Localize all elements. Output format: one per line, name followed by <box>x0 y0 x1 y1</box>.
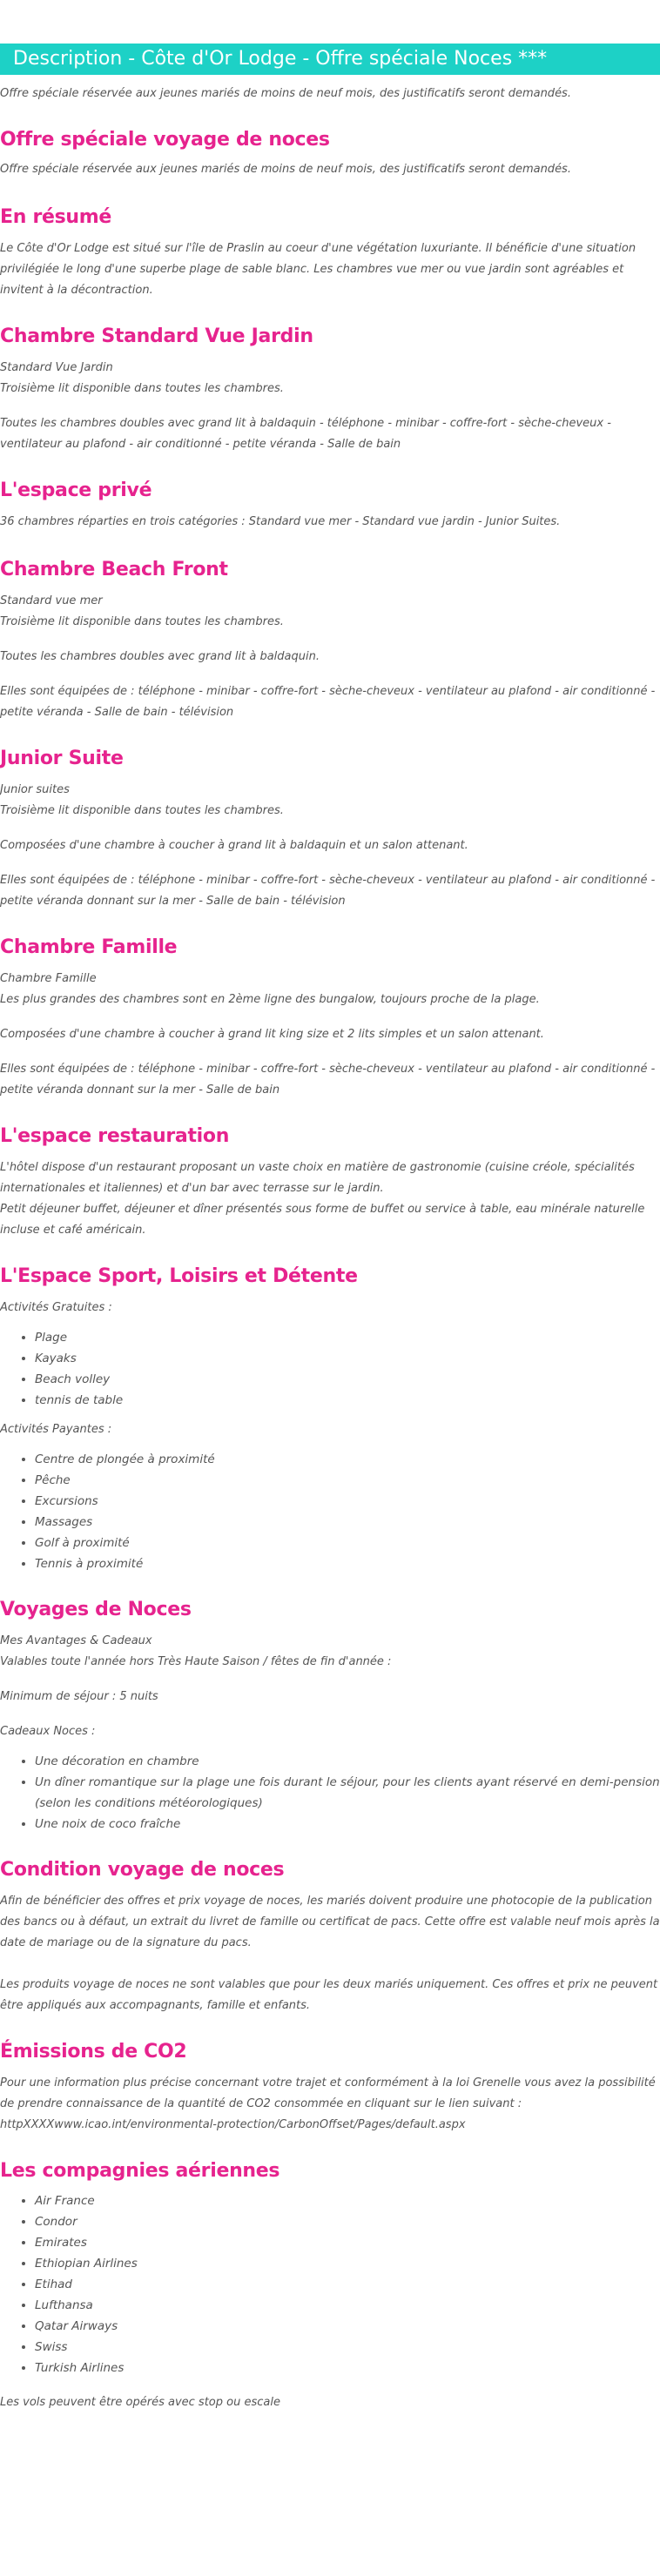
list-item: • Centre de plongée à proximité <box>35 1449 660 1470</box>
condition-text1: Afin de bénéficier des offres et prix voyage de noces, les mariés doivent produire une photocopie de la publication des bancs ou à défaut, un extrait du livret de famille ou certificat de pacs. Cette offre est valable neuf mois après la date de mariage ou de la signature du pacs. <box>0 1895 660 1949</box>
beach-line2: Troisième lit disponible dans toutes les chambres. <box>0 615 284 628</box>
co2-text: Pour une information plus précise concernant votre trajet et conformément à la loi Grenelle vous avez la possibilité de prendre connaissance de la quantité de CO2 consommée en cliquant sur le lien suivant : httpXXXXwww.icao.int/environmental-protection/CarbonOffset/Pages/default.aspx <box>0 2076 656 2131</box>
honeymoon-line2: Valables toute l'année hors Très Haute Saison / fêtes de fin d'année : <box>0 1655 392 1668</box>
list-item: • Emirates <box>35 2232 660 2253</box>
junior-line1: Junior suites <box>0 783 70 796</box>
airlines-list <box>0 2190 660 2378</box>
condition-text2: Les produits voyage de noces ne sont valables que pour les deux mariés uniquement. Ces offres et prix ne peuvent être appliqués aux accompagnants, famille et enfants. <box>0 1978 658 2012</box>
private-text: 36 chambres réparties en trois catégories : Standard vue mer - Standard vue jardin - Junior Suites. <box>0 515 561 528</box>
honeymoon-gifts-list <box>0 1751 660 1835</box>
list-item: • Condor <box>35 2211 660 2232</box>
sport-heading: L'Espace Sport, Loisirs et Détente <box>0 1265 358 1287</box>
offer-heading: Offre spéciale voyage de noces <box>0 129 330 151</box>
family-line2: Les plus grandes des chambres sont en 2ème ligne des bungalow, toujours proche de la plage. <box>0 993 540 1006</box>
list-item: • Massages <box>35 1512 660 1533</box>
list-item: • Une décoration en chambre <box>35 1751 660 1772</box>
family-heading: Chambre Famille <box>0 936 178 958</box>
summary-text: Le Côte d'Or Lodge est situé sur l'île de Praslin au coeur d'une végétation luxuriante. Il bénéficie d'une situation privilégiée le long d'une superbe plage de sable blanc. Les chambres vue mer ou vue jardin sont agréables et invitent à la décontraction. <box>0 242 636 297</box>
beach-line1: Standard vue mer <box>0 594 103 607</box>
page-title-banner: Description - Côte d'Or Lodge - Offre spéciale Noces *** <box>0 44 660 75</box>
honeymoon-line1: Mes Avantages & Cadeaux <box>0 1634 152 1647</box>
family-text2: Elles sont équipées de : téléphone - minibar - coffre-fort - sèche-cheveux - ventilateur au plafond - air conditionné - petite véranda donnant sur la mer - Salle de bain <box>0 1063 656 1097</box>
list-item: • Lufthansa <box>35 2295 660 2316</box>
list-item: • tennis de table <box>35 1390 660 1411</box>
list-item: • Kayaks <box>35 1348 660 1369</box>
airlines-footer: Les vols peuvent être opérés avec stop ou escale <box>0 2396 280 2409</box>
standard-line1: Standard Vue Jardin <box>0 361 113 374</box>
list-item: • Beach volley <box>35 1369 660 1390</box>
junior-text1: Composées d'une chambre à coucher à grand lit à baldaquin et un salon attenant. <box>0 839 468 852</box>
list-item: • Plage <box>35 1327 660 1348</box>
family-line1: Chambre Famille <box>0 972 97 985</box>
intro-text: Offre spéciale réservée aux jeunes mariés de moins de neuf mois, des justificatifs seront demandés. <box>0 87 571 100</box>
description-content <box>0 84 660 2413</box>
family-text1: Composées d'une chambre à coucher à grand lit king size et 2 lits simples et un salon attenant. <box>0 1028 544 1041</box>
sport-paid-list <box>0 1449 660 1574</box>
sport-paid-label: Activités Payantes : <box>0 1423 112 1436</box>
offer-text: Offre spéciale réservée aux jeunes mariés de moins de neuf mois, des justificatifs seront demandés. <box>0 163 571 176</box>
sport-free-label: Activités Gratuites : <box>0 1301 112 1314</box>
honeymoon-heading: Voyages de Noces <box>0 1599 192 1620</box>
junior-heading: Junior Suite <box>0 748 124 769</box>
restaurant-line1: L'hôtel dispose d'un restaurant proposant un vaste choix en matière de gastronomie (cuisine créole, spécialités internationales et italiennes) et d'un bar avec terrasse sur le jardin. <box>0 1161 635 1195</box>
restaurant-line2: Petit déjeuner buffet, déjeuner et dîner présentés sous forme de buffet ou service à table, eau minérale naturelle incluse et café américain. <box>0 1203 645 1237</box>
restaurant-heading: L'espace restauration <box>0 1125 230 1147</box>
standard-heading: Chambre Standard Vue Jardin <box>0 325 313 347</box>
list-item: • Golf à proximité <box>35 1533 660 1553</box>
honeymoon-gifts-label: Cadeaux Noces : <box>0 1725 96 1738</box>
junior-text2: Elles sont équipées de : téléphone - minibar - coffre-fort - sèche-cheveux - ventilateur au plafond - air conditionné - petite véranda donnant sur la mer - Salle de bain - télévision <box>0 874 656 908</box>
junior-line2: Troisième lit disponible dans toutes les chambres. <box>0 804 284 817</box>
standard-text: Toutes les chambres doubles avec grand lit à baldaquin - téléphone - minibar - coffre-fort - sèche-cheveux - ventilateur au plafond - air conditionné - petite véranda - Salle de bain <box>0 417 611 451</box>
sport-free-list <box>0 1327 660 1411</box>
beach-text2: Elles sont équipées de : téléphone - minibar - coffre-fort - sèche-cheveux - ventilateur au plafond - air conditionné - petite véranda - Salle de bain - télévision <box>0 685 656 719</box>
honeymoon-min-stay: Minimum de séjour : 5 nuits <box>0 1690 158 1703</box>
list-item: • Une noix de coco fraîche <box>35 1814 660 1835</box>
list-item: • Turkish Airlines <box>35 2358 660 2378</box>
list-item: • Etihad <box>35 2274 660 2295</box>
list-item: • Tennis à proximité <box>35 1553 660 1574</box>
list-item: • Swiss <box>35 2337 660 2358</box>
airlines-heading: Les compagnies aériennes <box>0 2160 280 2182</box>
private-heading: L'espace privé <box>0 480 152 501</box>
list-item: • Excursions <box>35 1491 660 1512</box>
beach-heading: Chambre Beach Front <box>0 559 228 580</box>
condition-heading: Condition voyage de noces <box>0 1859 285 1881</box>
list-item: • Ethiopian Airlines <box>35 2253 660 2274</box>
standard-line2: Troisième lit disponible dans toutes les chambres. <box>0 382 284 395</box>
list-item: • Air France <box>35 2190 660 2211</box>
list-item: • Qatar Airways <box>35 2316 660 2337</box>
list-item: • Un dîner romantique sur la plage une fois durant le séjour, pour les clients ayant réservé en demi-pension (selon les conditions météorologiques) <box>35 1772 660 1814</box>
list-item: • Pêche <box>35 1470 660 1491</box>
co2-heading: Émissions de CO2 <box>0 2041 187 2063</box>
beach-text1: Toutes les chambres doubles avec grand lit à baldaquin. <box>0 650 320 663</box>
summary-heading: En résumé <box>0 206 112 228</box>
